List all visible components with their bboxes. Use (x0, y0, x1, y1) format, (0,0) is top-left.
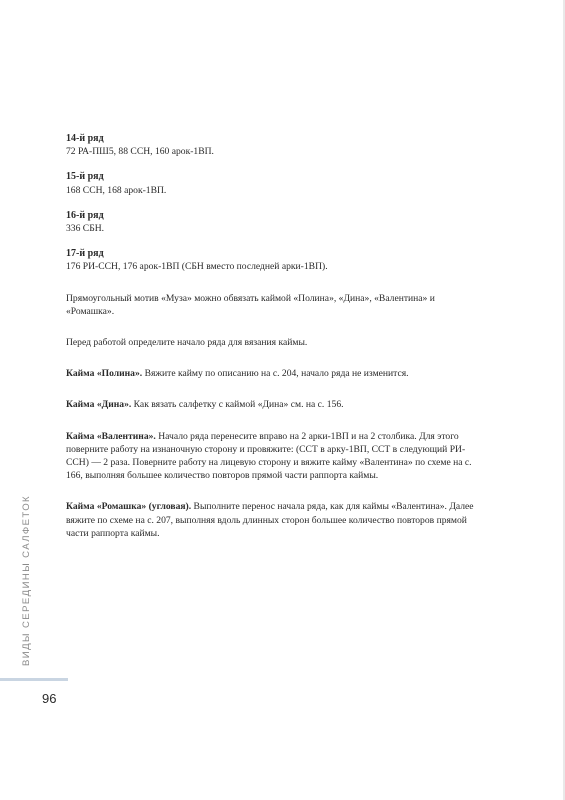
border-name-romashka: Кайма «Ромашка» (угловая). (66, 501, 192, 513)
row-17 (66, 247, 484, 273)
border-name-valentina: Кайма «Валентина». (66, 430, 156, 442)
row-instructions: 168 ССН, 168 арок-1ВП. (66, 184, 167, 196)
row-instructions: 176 РИ-ССН, 176 арок-1ВП (СБН вместо последней арки-1ВП). (66, 261, 328, 273)
row-14 (66, 132, 484, 158)
border-name-dina: Кайма «Дина». (66, 399, 132, 411)
dina-instructions: Как вязать салфетку с каймой «Дина» см. на с. 156. (131, 399, 344, 411)
chapter-sidebar-label: ВИДЫ СЕРЕДИНЫ САЛФЕТОК (21, 494, 32, 666)
row-title: 15-й ряд (66, 171, 104, 183)
row-16 (66, 209, 484, 235)
paragraph-start-row: Перед работой определите начало ряда для вязания каймы. (66, 337, 308, 349)
row-title: 17-й ряд (66, 248, 104, 260)
polina-instructions: Вяжите кайму по описанию на с. 204, начало ряда не изменится. (142, 368, 409, 380)
paragraph-dina (66, 398, 484, 411)
row-instructions: 72 РА-ПШ5, 88 ССН, 160 арок-1ВП. (66, 146, 214, 158)
romashka-instructions: Выполните перенос начала ряда, как для каймы «Валентина». Далее вяжите по схеме на с. 207, выполняя вдоль длинных сторон большее количество повторов прямой части раппорта каймы. (66, 501, 474, 539)
paragraph-romashka (66, 500, 484, 540)
row-title: 14-й ряд (66, 133, 104, 144)
paragraph-muza-borders: Прямоугольный мотив «Муза» можно обвязать каймой «Полина», «Дина», «Валентина» и «Ромашка». (66, 292, 435, 317)
row-title: 16-й ряд (66, 209, 104, 221)
border-name-polina: Кайма «Полина». (66, 368, 143, 380)
valentina-instructions: Начало ряда перенесите вправо на 2 арки-1ВП и на 2 столбика. Для этого поверните работу на изнаночную сторону и провяжите: (ССТ в арку-1ВП, ССТ в следующий РИ-ССН) — 2 раза. Поверните работу на лицевую сторону и вяжите кайму «Валентина» по схеме на с. 166, выполняя большее количество повторов прямой части раппорта каймы. (66, 430, 472, 482)
text-column (66, 132, 484, 558)
paragraph-polina (66, 367, 484, 380)
row-instructions: 336 СБН. (66, 223, 105, 235)
page-number-rule (0, 678, 68, 681)
paragraph-valentina (66, 430, 484, 483)
row-15 (66, 170, 484, 196)
page-number: 96 (42, 691, 57, 706)
